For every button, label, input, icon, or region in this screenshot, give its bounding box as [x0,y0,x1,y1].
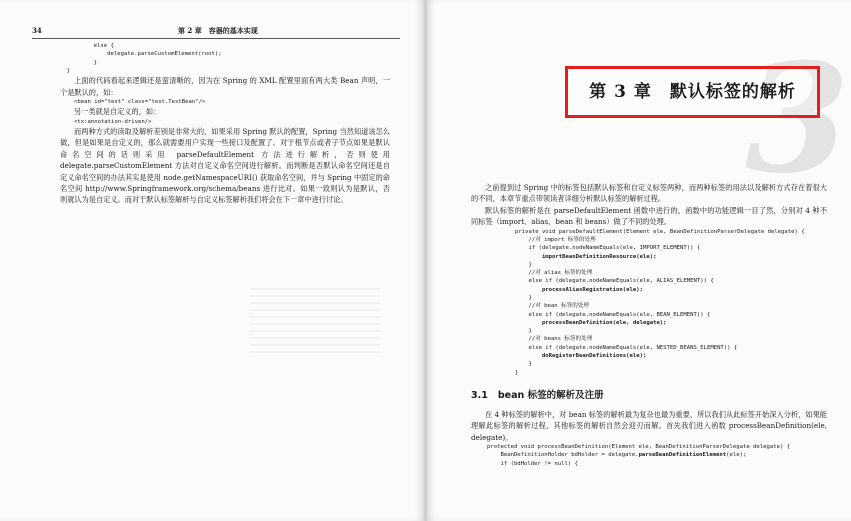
chapter-title: 第 3 章 默认标签的解析 [565,66,820,118]
code-line [515,294,827,302]
code-line-text: private void parseDefaultElement(Element ele, BeanDefinitionParserDelegate delegate) { [515,228,805,235]
left-content [60,42,390,206]
left-page [0,0,424,521]
code-line [487,451,827,459]
code-line [515,327,827,335]
chapter-number-art: 3 [745,31,850,207]
code-line-text: else if (delegate.nodeNameEquals(ele, ALIAS_ELEMENT)) { [515,278,714,285]
code-line-text: //对 bean 标签的处理 [515,303,589,310]
code-line-text: BeanDefinitionHolder bdHolder = delegate. [487,452,639,459]
code-block-main [515,228,827,377]
code-line-text: processAliasRegistration(ele); [515,286,643,293]
code-line-text: //对 import 标签的处理 [515,236,596,243]
code-line-tail: (ele); [726,452,747,459]
code-line-text: } [515,261,532,268]
code-line-text: //对 alias 标签的处理 [515,270,593,277]
code-line [515,360,827,368]
page-number: 34 [32,26,42,35]
paragraph: 默认标签的解析是在 parseDefaultElement 函数中进行的，函数中的功能逻辑一目了然，分别对 4 种不同标签（import、alias、bean 和 beans）做了不同的处理。 [471,205,827,227]
code-line [515,344,827,352]
code-line [515,253,827,261]
right-content [471,182,827,468]
code-line-text: doRegisterBeanDefinitions(ele); [515,353,647,360]
bleed-through-shadow [250,288,380,358]
right-page [427,0,851,521]
code-block-top: else { delegate.parseCustomElement(root); } } [66,43,222,74]
running-header [32,26,400,39]
code-line-text: } [515,369,519,376]
code-line [487,443,827,451]
paragraph: 在 4 种标签的解析中，对 bean 标签的解析最为复杂也最为重要，所以我们从此标签开始深入分析，如果能理解此标签的解析过程，其他标签的解析自然会迎刃而解。首先我们进入函数 processBeanDefinition(ele, delegate)。 [471,409,827,442]
paragraph: 而两种方式的读取及解析差别是非常大的，如果采用 Spring 默认的配置，Spring 当然知道该怎么做，但是如果是自定义的，那么就需要用户实现一些接口及配置了。对于根节点或者子节点如果是默认命名空间的话则采用 parseDefaultElement 方法进行解析，否则使用 delegate.parseCustomElement 方法对自定义命名空间进行解析。而判断是否默认命名空间还是自定义命名空间的办法其实是使用 node.getNamespaceURI() 获取命名空间，并与 Spring 中固定的命名空间 http://www.Springframework.org/schema/beans 进行比对。如果一致则认为是默认，否则就认为是自定义。而对于默认标签解析与自定义标签解析我们将会在下一章中进行讨论。 [60,127,390,205]
code-block-bottom [487,443,827,468]
code-line [515,286,827,294]
code-line [515,261,827,269]
code-bold-call: parseBeanDefinitionElement [638,452,727,459]
code-line [487,460,827,468]
chapter-header: 第 2 章 容器的基本实现 [178,26,258,35]
code-line [515,228,827,236]
code-line [515,269,827,277]
code-line [515,352,827,360]
code-line-text: else if (delegate.nodeNameEquals(ele, BEAN_ELEMENT)) { [515,311,711,318]
section-number: 3.1 [471,389,488,401]
code-line-text: else if (delegate.nodeNameEquals(ele, NESTED_BEANS_ELEMENT)) { [515,344,738,351]
code-line-text: if (delegate.nodeNameEquals(ele, IMPORT_ELEMENT)) { [515,245,701,252]
code-custom-tag: <tx:annotation-driven/> [74,118,152,125]
code-line [515,302,827,310]
paragraph: 上面的代码看起来逻辑还是蛮清晰的，因为在 Spring 的 XML 配置里面有两大类 Bean 声明，一个是默认的，如： [60,76,390,97]
code-line-text: } [515,361,532,368]
code-line [515,311,827,319]
paragraph: 之前提到过 Spring 中的标签包括默认标签和自定义标签两种，而两种标签的用法以及解析方式存在着很大的不同，本章节重点带领读者详细分析默认标签的解析过程。 [471,183,827,204]
code-line-text: } [515,295,532,301]
code-line-text: //对 beans 标签的处理 [515,336,593,343]
section-heading [471,387,827,401]
code-default-bean: <bean id="test" class="test.TestBean"/> [74,99,206,105]
code-line [515,335,827,343]
paragraph: 另一类就是自定义的，如： [74,107,161,117]
code-line [515,369,827,377]
code-line-text: } [515,328,532,335]
code-line [515,319,827,327]
code-line-text: importBeanDefinitionResource(ele); [515,253,657,260]
code-line [515,277,827,285]
code-line-text: if (bdHolder != null) { [487,460,578,467]
code-line [515,244,827,252]
section-title: bean 标签的解析及注册 [497,389,604,401]
code-line-text: protected void processBeanDefinition(Element ele, BeanDefinitionParserDelegate delegate) { [487,444,791,451]
code-line [515,236,827,244]
code-line-text: processBeanDefinition(ele, delegate); [515,319,667,326]
